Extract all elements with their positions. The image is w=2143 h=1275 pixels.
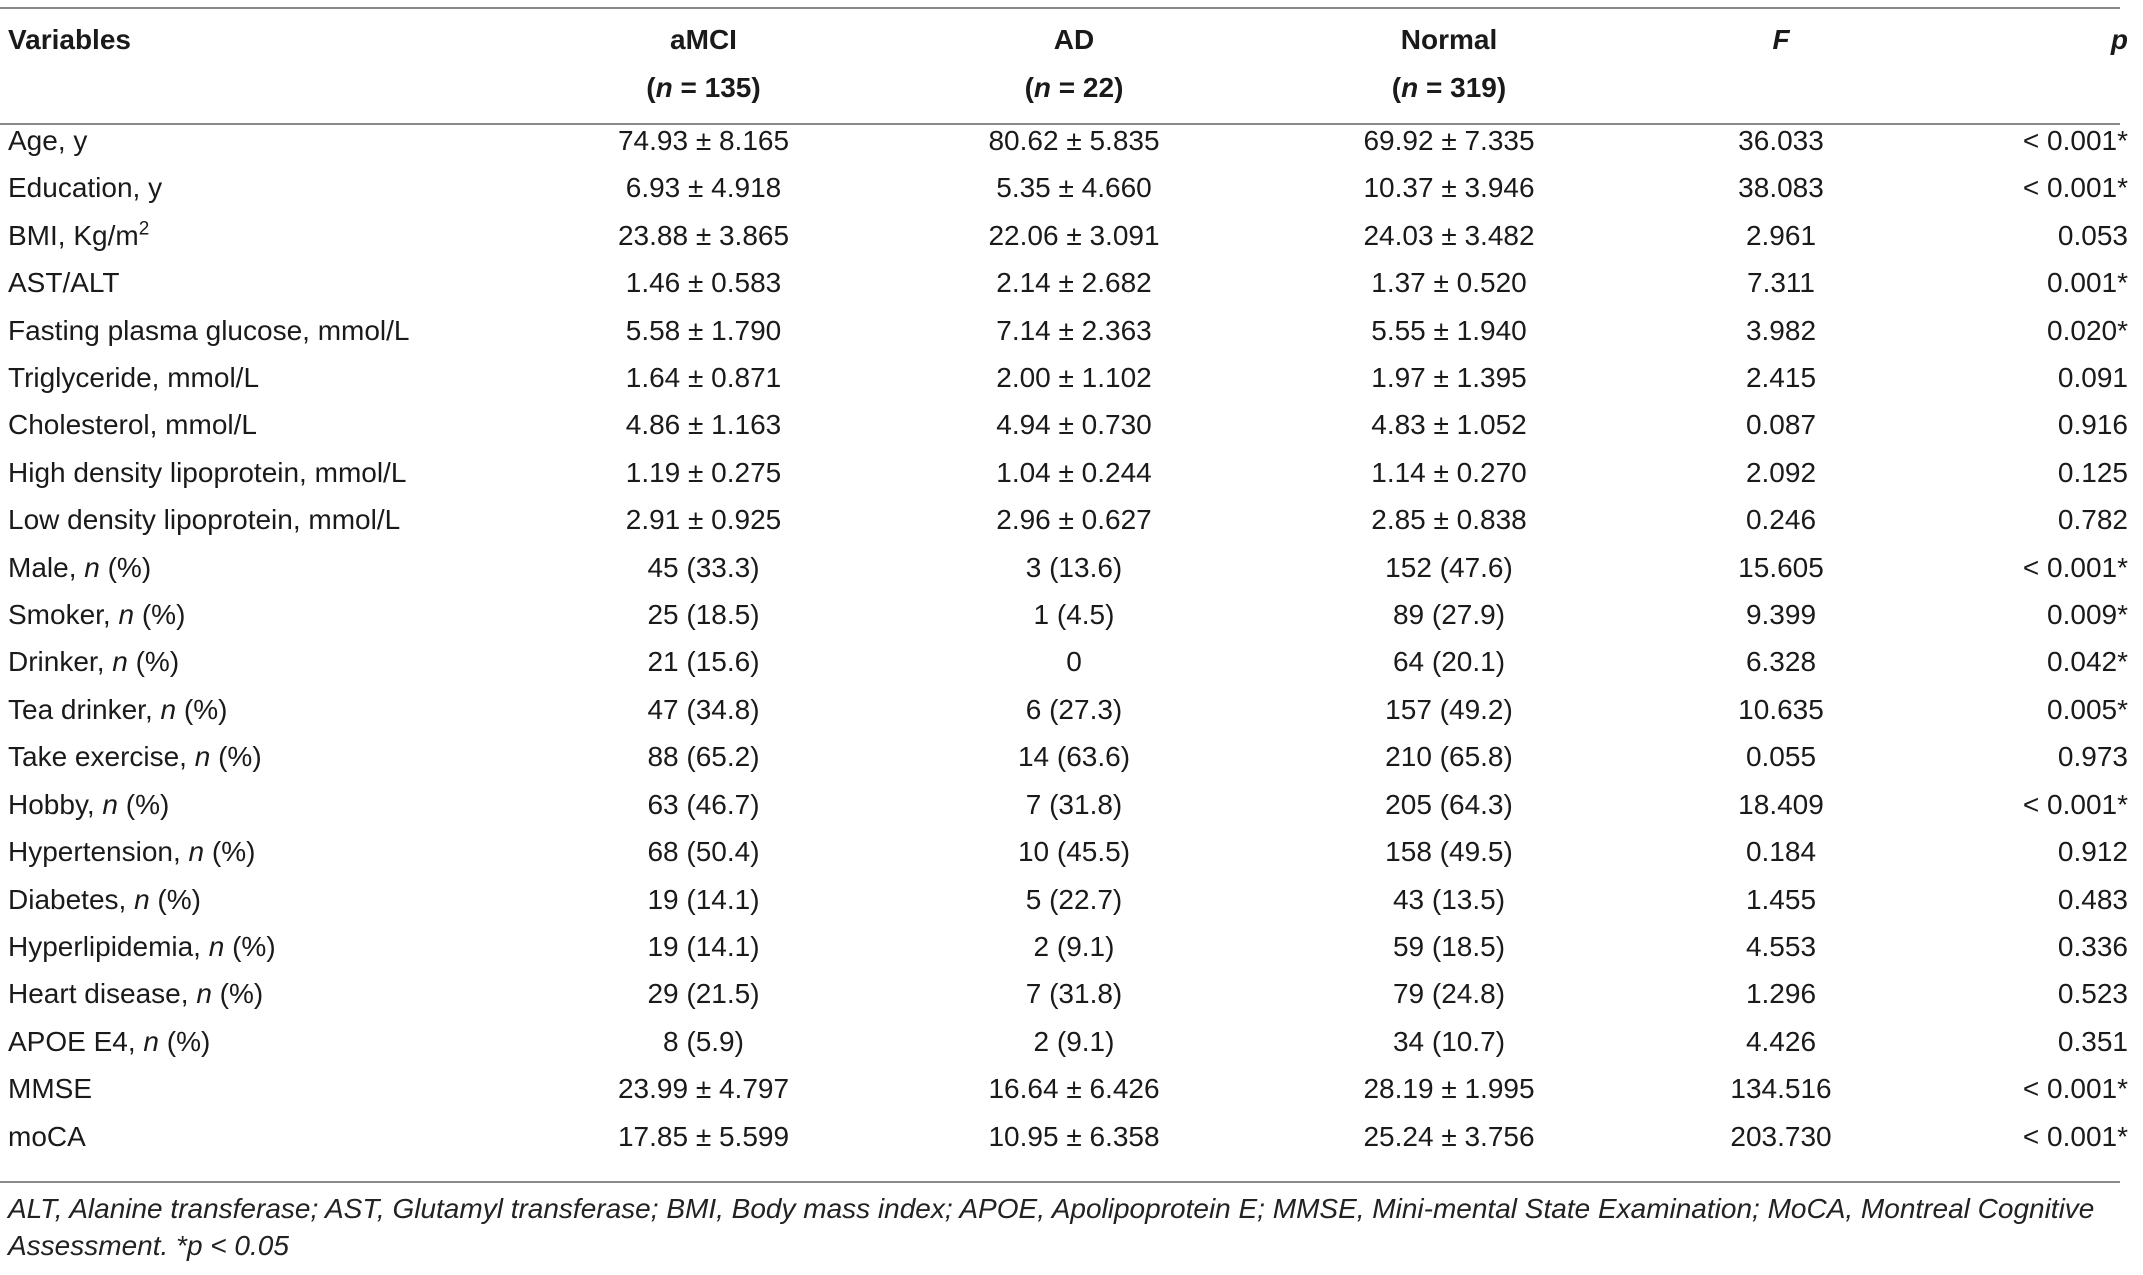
cell-amci: 88 (65.2) <box>647 741 760 773</box>
cell-f-value: 4.426 <box>1745 1025 1817 1057</box>
table-row <box>0 591 2143 638</box>
cell-variable: Hypertension, n (%) <box>8 836 256 868</box>
cell-ad: 2.96 ± 0.627 <box>996 504 1152 536</box>
cell-ad: 6 (27.3) <box>1025 693 1123 725</box>
header-ad-n: (n = 22) <box>1024 72 1124 103</box>
cell-normal: 157 (49.2) <box>1385 693 1513 725</box>
table-row <box>0 544 2143 591</box>
cell-amci: 1.19 ± 0.275 <box>625 456 782 488</box>
cell-ad: 2.00 ± 1.102 <box>996 362 1152 394</box>
cell-ad: 2.14 ± 2.682 <box>996 267 1152 299</box>
header-variables: Variables <box>8 24 131 55</box>
cell-normal: 1.97 ± 1.395 <box>1371 362 1527 394</box>
cell-amci: 47 (34.8) <box>647 693 760 725</box>
cell-p-value: 0.351 <box>2057 1025 2128 1057</box>
cell-amci: 68 (50.4) <box>647 836 760 868</box>
bottom-rule <box>0 1181 2120 1183</box>
cell-normal: 59 (18.5) <box>1392 930 1506 962</box>
cell-amci: 17.85 ± 5.599 <box>617 1120 790 1152</box>
table-row <box>0 970 2143 1017</box>
table-row <box>0 212 2143 259</box>
cell-amci: 1.46 ± 0.583 <box>625 267 782 299</box>
table-footnote: ALT, Alanine transferase; AST, Glutamyl transferase; BMI, Body mass index; APOE, Apolipoprotein E; MMSE, Mini-mental State Examination; MoCA, Montreal Cognitive Assessment. *p < 0.05 <box>8 1193 2095 1261</box>
cell-variable: Age, y <box>8 125 88 156</box>
cell-p-value: 0.523 <box>2057 978 2128 1010</box>
cell-p-value: 0.912 <box>2057 836 2128 868</box>
cell-variable: Hobby, n (%) <box>8 788 170 820</box>
table-row <box>0 259 2143 306</box>
cell-p-value: 0.053 <box>2057 219 2128 251</box>
cell-f-value: 2.415 <box>1745 362 1817 394</box>
table-row <box>0 1113 2143 1160</box>
cell-ad: 7 (31.8) <box>1025 788 1123 820</box>
header-ad: AD (n = 22) <box>881 8 1267 112</box>
table-row <box>0 828 2143 875</box>
cell-variable: Education, y <box>8 172 163 204</box>
table-row <box>0 733 2143 780</box>
cell-amci: 63 (46.7) <box>647 788 760 820</box>
cell-variable: High density lipoprotein, mmol/L <box>8 456 407 488</box>
cell-amci: 1.64 ± 0.871 <box>625 362 782 394</box>
cell-p-value: 0.336 <box>2057 930 2128 962</box>
cell-f-value: 0.055 <box>1745 741 1817 773</box>
cell-variable: Drinker, n (%) <box>8 646 180 678</box>
cell-normal: 1.14 ± 0.270 <box>1371 456 1527 488</box>
cell-p-value: 0.916 <box>2057 409 2128 441</box>
cell-normal: 1.37 ± 0.520 <box>1371 267 1527 299</box>
header-p: p <box>2110 24 2128 55</box>
cell-ad: 3 (13.6) <box>1025 551 1123 583</box>
cell-variable: moCA <box>8 1120 86 1152</box>
cell-variable: Fasting plasma glucose, mmol/L <box>8 314 410 346</box>
cell-ad: 1.04 ± 0.244 <box>996 456 1152 488</box>
table-row <box>0 112 2143 164</box>
table-row <box>0 1065 2143 1112</box>
cell-amci: 23.88 ± 3.865 <box>617 219 790 251</box>
cell-variable: MMSE <box>8 1073 92 1105</box>
cell-f-value: 4.553 <box>1745 930 1817 962</box>
cell-amci: 6.93 ± 4.918 <box>625 172 782 204</box>
cell-p-value: 0.005* <box>2047 693 2128 725</box>
table-row <box>0 686 2143 733</box>
cell-f-value: 15.605 <box>1738 551 1824 583</box>
cell-amci: 2.91 ± 0.925 <box>625 504 782 536</box>
cell-normal: 69.92 ± 7.335 <box>1363 125 1535 156</box>
cell-f-value: 9.399 <box>1745 599 1817 631</box>
cell-normal: 24.03 ± 3.482 <box>1363 219 1535 251</box>
cell-ad: 4.94 ± 0.730 <box>996 409 1152 441</box>
cell-ad: 7 (31.8) <box>1025 978 1123 1010</box>
cell-f-value: 1.455 <box>1745 883 1817 915</box>
cell-ad: 80.62 ± 5.835 <box>988 125 1160 156</box>
cell-normal: 64 (20.1) <box>1392 646 1506 678</box>
cell-p-value: < 0.001* <box>2022 172 2128 204</box>
table-row <box>0 1018 2143 1065</box>
header-amci: aMCI (n = 135) <box>526 8 881 112</box>
cell-normal: 210 (65.8) <box>1385 741 1513 773</box>
table-row <box>0 401 2143 448</box>
cell-f-value: 134.516 <box>1730 1073 1832 1105</box>
cell-amci: 74.93 ± 8.165 <box>617 125 790 156</box>
header-normal: Normal (n = 319) <box>1267 8 1631 112</box>
cell-amci: 19 (14.1) <box>647 930 760 962</box>
cell-p-value: 0.001* <box>2047 267 2128 299</box>
cell-f-value: 2.092 <box>1745 456 1817 488</box>
table-row <box>0 876 2143 923</box>
cell-p-value: < 0.001* <box>2022 551 2128 583</box>
cell-normal: 2.85 ± 0.838 <box>1371 504 1527 536</box>
table-row <box>0 923 2143 970</box>
cell-p-value: 0.782 <box>2057 504 2128 536</box>
cell-ad: 10 (45.5) <box>1017 836 1131 868</box>
cell-amci: 25 (18.5) <box>647 599 760 631</box>
cell-ad: 14 (63.6) <box>1017 741 1131 773</box>
cell-f-value: 1.296 <box>1745 978 1817 1010</box>
cell-variable: APOE E4, n (%) <box>8 1025 211 1057</box>
cell-normal: 28.19 ± 1.995 <box>1363 1073 1535 1105</box>
table-body <box>0 112 2143 1160</box>
cell-normal: 152 (47.6) <box>1385 551 1513 583</box>
cell-p-value: 0.973 <box>2057 741 2128 773</box>
cell-ad: 0 <box>1066 646 1082 678</box>
cell-p-value: 0.483 <box>2057 883 2128 915</box>
cell-amci: 23.99 ± 4.797 <box>617 1073 790 1105</box>
cell-f-value: 0.087 <box>1745 409 1817 441</box>
cell-p-value: < 0.001* <box>2022 788 2128 820</box>
cell-variable: BMI, $Kg/m^2$ <box>8 218 150 251</box>
cell-f-value: 38.083 <box>1738 172 1824 204</box>
cell-normal: 10.37 ± 3.946 <box>1363 172 1535 204</box>
table-row <box>0 164 2143 211</box>
cell-f-value: 7.311 <box>1747 267 1815 299</box>
cell-p-value: 0.009* <box>2047 599 2128 631</box>
cell-variable: Tea drinker, n (%) <box>8 693 228 725</box>
cell-p-value: < 0.001* <box>2022 125 2128 156</box>
cell-amci: 19 (14.1) <box>647 883 760 915</box>
cell-variable: AST/ALT <box>8 267 120 299</box>
cell-p-value: 0.125 <box>2057 456 2128 488</box>
cell-ad: 7.14 ± 2.363 <box>996 314 1152 346</box>
header-normal-n: (n = 319) <box>1391 72 1507 103</box>
header-row <box>0 8 2143 112</box>
cell-ad: 10.95 ± 6.358 <box>988 1120 1160 1152</box>
cell-variable: Hyperlipidemia, n (%) <box>8 930 276 962</box>
cell-variable: Triglyceride, mmol/L <box>8 362 260 394</box>
cell-f-value: 203.730 <box>1730 1120 1832 1152</box>
cell-normal: 25.24 ± 3.756 <box>1363 1120 1535 1152</box>
cell-ad: 16.64 ± 6.426 <box>988 1073 1160 1105</box>
table-row <box>0 781 2143 828</box>
cell-p-value: 0.020* <box>2047 314 2128 346</box>
table-row <box>0 307 2143 354</box>
cell-normal: 205 (64.3) <box>1385 788 1513 820</box>
cell-variable: Heart disease, n (%) <box>8 978 264 1010</box>
cell-normal: 43 (13.5) <box>1392 883 1506 915</box>
cell-normal: 158 (49.5) <box>1385 836 1513 868</box>
cell-ad: 5 (22.7) <box>1025 883 1123 915</box>
table-row <box>0 449 2143 496</box>
cell-f-value: 36.033 <box>1738 125 1824 156</box>
table-row <box>0 496 2143 543</box>
cell-amci: 21 (15.6) <box>647 646 760 678</box>
cell-ad: 2 (9.1) <box>1033 1025 1115 1057</box>
cell-amci: 8 (5.9) <box>663 1025 744 1057</box>
header-amci-n: (n = 135) <box>646 72 761 103</box>
cell-variable: Low density lipoprotein, mmol/L <box>8 504 401 536</box>
cell-variable: Male, n (%) <box>8 551 152 583</box>
cell-variable: Diabetes, n (%) <box>8 883 201 915</box>
cell-normal: 4.83 ± 1.052 <box>1371 409 1527 441</box>
cell-p-value: < 0.001* <box>2022 1073 2128 1105</box>
cell-ad: 5.35 ± 4.660 <box>996 172 1152 204</box>
cell-p-value: 0.091 <box>2057 362 2128 394</box>
table-row <box>0 638 2143 685</box>
cell-normal: 89 (27.9) <box>1392 599 1506 631</box>
cell-p-value: 0.042* <box>2047 646 2128 678</box>
cell-p-value: < 0.001* <box>2022 1120 2128 1152</box>
cell-f-value: 0.184 <box>1745 836 1817 868</box>
header-f: F <box>1772 24 1790 55</box>
cell-variable: Smoker, n (%) <box>8 599 186 631</box>
cell-f-value: 10.635 <box>1738 693 1824 725</box>
cell-ad: 1 (4.5) <box>1033 599 1115 631</box>
cell-amci: 29 (21.5) <box>647 978 760 1010</box>
cell-ad: 22.06 ± 3.091 <box>988 219 1160 251</box>
cell-amci: 4.86 ± 1.163 <box>625 409 782 441</box>
cell-f-value: 2.961 <box>1745 219 1817 251</box>
cell-f-value: 18.409 <box>1738 788 1824 820</box>
cell-normal: 34 (10.7) <box>1392 1025 1506 1057</box>
cell-f-value: 3.982 <box>1745 314 1817 346</box>
cell-amci: 5.58 ± 1.790 <box>625 314 782 346</box>
cell-f-value: 6.328 <box>1745 646 1817 678</box>
cell-normal: 5.55 ± 1.940 <box>1371 314 1527 346</box>
cell-variable: Cholesterol, mmol/L <box>8 409 257 441</box>
cell-variable: Take exercise, n (%) <box>8 741 262 773</box>
cell-f-value: 0.246 <box>1745 504 1817 536</box>
cell-ad: 2 (9.1) <box>1033 930 1115 962</box>
cell-amci: 45 (33.3) <box>647 551 760 583</box>
cell-normal: 79 (24.8) <box>1392 978 1506 1010</box>
characteristics-table <box>0 8 2143 1160</box>
table-row <box>0 354 2143 401</box>
